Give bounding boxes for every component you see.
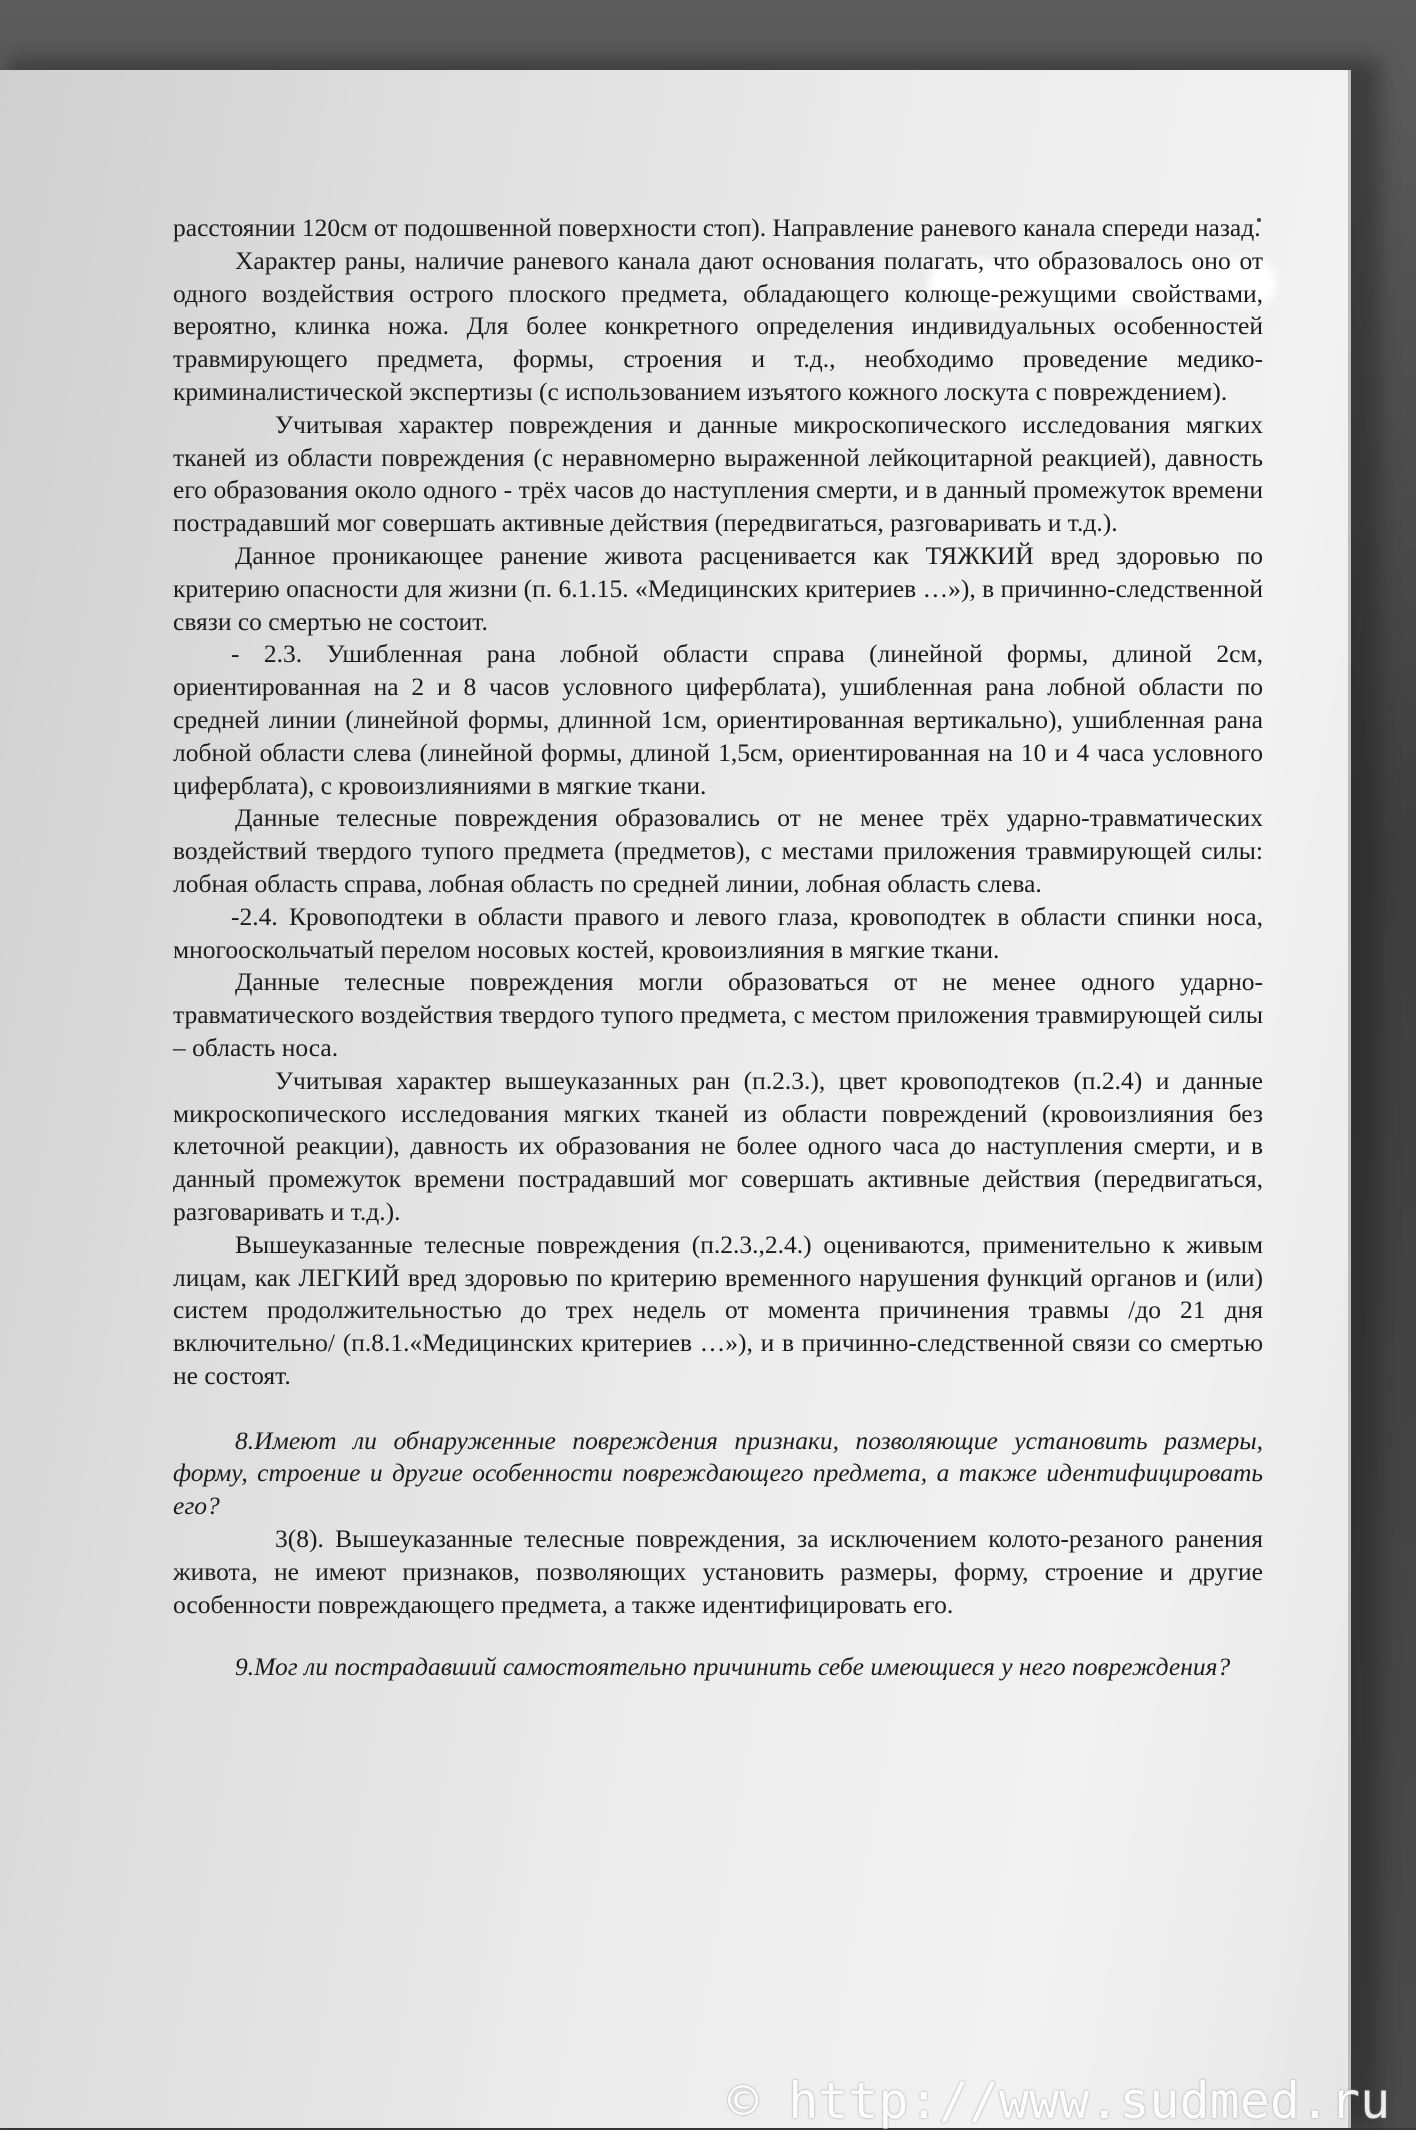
paragraph-impacts-2-3: Данные телесные повреждения образовались от не менее трёх ударно-травматических воздействий твердого тупого предмета (предметов), с местами приложения травмирующей силы: лобная область справа, лобная область по средней линии, лобная область слева. [173, 803, 1263, 898]
paragraph-item-2-4: -2.4. Кровоподтеки в области правого и левого глаза, кровоподтек в области спинки носа, многооскольчатый перелом носовых костей, кровоизлияния в мягкие ткани. [173, 901, 1263, 964]
answer-8: 3(8). Вышеуказанные телесные повреждения, за исключением колото-резаного ранения живота, не имеют признаков, позволяющих установить размеры, форму, строение и другие особенности повреждающего предмета, а также идентифицировать его. [173, 1524, 1263, 1619]
paragraph-impacts-2-4: Данные телесные повреждения могли образоваться от не менее одного ударно-травматического воздействия твердого тупого предмета, с местом приложения травмирующей силы – область носа. [173, 967, 1263, 1062]
paragraph-item-2-3: - 2.3. Ушибленная рана лобной области справа (линейной формы, длиной 2см, ориентированная на 2 и 8 часов условного циферблата), ушибленная рана лобной области по средней линии (линейной формы, длинной 1см, ориентированная вертикально), ушибленная рана лобной области слева (линейной формы, длиной 1,5см, ориентированная на 10 и 4 часа условного циферблата), с кровоизлияниями в мягкие ткани. [173, 639, 1263, 800]
question-8: 8.Имеют ли обнаруженные повреждения признаки, позволяющие установить размеры, форму, строение и другие особенности повреждающего предмета, а также идентифицировать его? [173, 1425, 1263, 1521]
paragraph-injuries-age: Учитывая характер вышеуказанных ран (п.2.3.), цвет кровоподтеков (п.2.4) и данные микроскопического исследования мягких тканей из области повреждений (кровоизлияния без клеточной реакции), давность их образования не более одного часа до наступления смерти, и в данный промежуток времени пострадавший мог совершать активные действия (передвигаться, разговаривать и т.д.). [173, 1065, 1263, 1226]
paragraph-wound-character: Характер раны, наличие раневого канала дают основания полагать, что образовалось оно от одного воздействия острого плоского предмета, обладающего колюще-режущими свойствами, вероятно, клинка ножа. Для более конкретного определения индивидуальных особенностей травмирующего предмета, формы, строения и т.д., необходимо проведение медико-криминалистической экспертизы (с использованием изъятого кожного лоскута с повреждением). [173, 245, 1263, 406]
paragraph-continuation: расстоянии 120см от подошвенной поверхности стоп). Направление раневого канала спереди назад. [173, 213, 1261, 242]
paragraph-light-harm: Вышеуказанные телесные повреждения (п.2.3.,2.4.) оцениваются, применительно к живым лицам, как ЛЕГКИЙ вред здоровью по критерию временного нарушения функций органов и (или) систем продолжительностью до трех недель от момента причинения травмы /до 21 дня включительно/ (п.8.1.«Медицинских критериев …»), и в причинно-следственной связи со смертью не состоят. [173, 1229, 1263, 1390]
paragraph-severe-harm: Данное проникающее ранение живота расценивается как ТЯЖКИЙ вред здоровью по критерию опасности для жизни (п. 6.1.15. «Медицинских критериев …»), в причинно-следственной связи со смертью не состоит. [173, 540, 1263, 636]
site-watermark: © http://www.sudmed.ru [728, 2072, 1391, 2130]
paragraph-wound-age: Учитывая характер повреждения и данные микроскопического исследования мягких тканей из области повреждения (с неравномерно выраженной лейкоцитарной реакцией), давность его образования около одного - трёх часов до наступления смерти, и в данный промежуток времени пострадавший мог совершать активные действия (передвигаться, разговаривать и т.д.). [173, 409, 1263, 538]
document-body [173, 212, 1263, 1684]
question-9: 9.Мог ли пострадавший самостоятельно причинить себе имеющиеся у него повреждения? [235, 1652, 1231, 1682]
